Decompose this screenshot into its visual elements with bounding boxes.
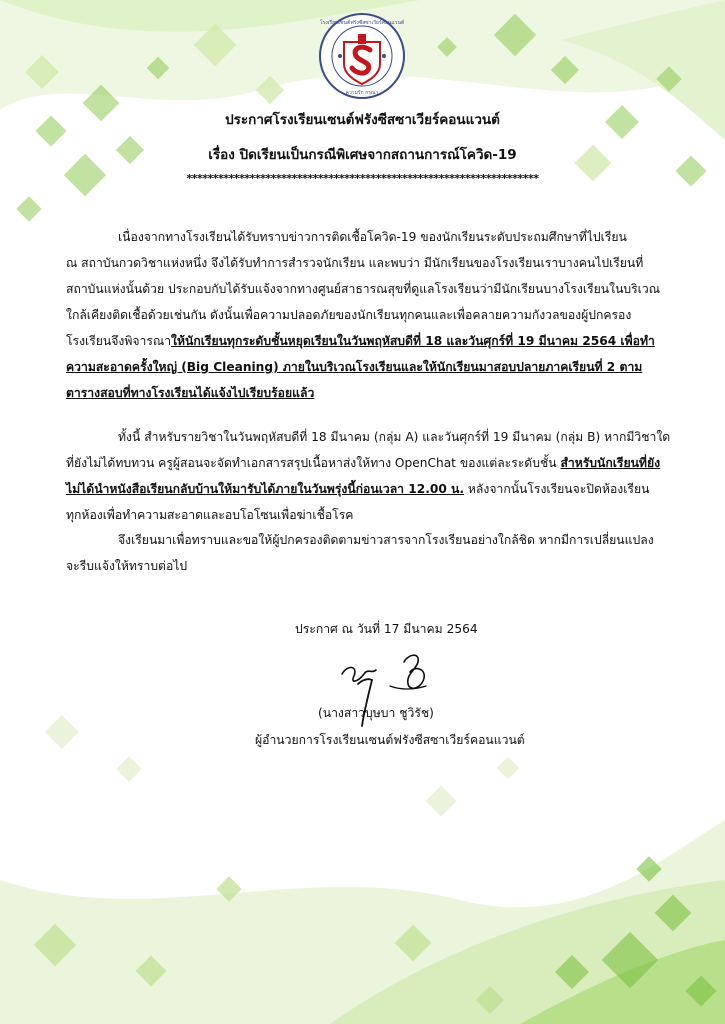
school-logo xyxy=(318,12,406,100)
document-title: ประกาศโรงเรียนเซนต์ฟรังซีสซาเวียร์คอนแวนต์ xyxy=(225,112,500,128)
signer-position: ผู้อำนวยการโรงเรียนเซนต์ฟรังซีสซาเวียร์คอนแวนต์ xyxy=(255,733,525,747)
paragraph-line: จึงเรียนมาเพื่อทราบและขอให้ผู้ปกครองติดตามข่าวสารจากโรงเรียนอย่างใกล้ชิด หากมีการเปลี่ยนแปลง xyxy=(118,533,654,547)
paragraph-line xyxy=(66,476,659,502)
announcement-date: ประกาศ ณ วันที่ 17 มีนาคม 2564 xyxy=(295,622,478,636)
logo-top-text: โรงเรียนเซนต์ฟรังซีสซาเวียร์คอนแวนต์ xyxy=(319,20,405,26)
separator-line: ******************************************************************* xyxy=(186,172,539,185)
paragraph-text: โรงเรียนจึงพิจารณา xyxy=(66,334,172,348)
emphasis-line: ตารางสอบที่ทางโรงเรียนได้แจ้งไปเรียบร้อยแล้ว xyxy=(66,386,315,400)
emphasis-line: ความสะอาดครั้งใหญ่ (Big Cleaning) ภายในบริเวณโรงเรียนและให้นักเรียนมาสอบปลายภาคเรียนที่ 2 ตาม xyxy=(66,360,643,374)
paragraph-line: สถาบันแห่งนั้นด้วย ประกอบกับได้รับแจ้งจากทางศูนย์สาธารณสุขที่ดูแลโรงเรียนว่ามีนักเรียนบางโรงเรียนในบริเวณ xyxy=(66,282,660,296)
emphasis-text: ให้นักเรียนทุกระดับชั้นหยุดเรียนในวันพฤหัสบดีที่ 18 และวันศุกร์ที่ 19 มีนาคม 2564 เพื่อทำ xyxy=(171,334,655,348)
paragraph-line: ทุกห้องเพื่อทำความสะอาดและอบโอโซนเพื่อฆ่าเชื้อโรค xyxy=(66,508,354,522)
paragraph-line: ณ สถาบันกวดวิชาแห่งหนึ่ง จึงได้รับทำการสำรวจนักเรียน และพบว่า มีนักเรียนของโรงเรียนเราบางคนไปเรียนที่ xyxy=(66,256,644,270)
signer-name: (นางสาวบุษบา ชูวิรัช) xyxy=(318,706,434,720)
paragraph-line xyxy=(66,450,659,476)
paragraph-line: จะรีบแจ้งให้ทราบต่อไป xyxy=(66,559,188,573)
paragraph-announcement xyxy=(66,224,659,406)
emphasis-text: ไม่ได้นำหนังสือเรียนกลับบ้านให้มารับได้ภายในวันพรุ่งนี้ก่อนเวลา 12.00 น. xyxy=(66,482,465,496)
document-subject: เรื่อง ปิดเรียนเป็นกรณีพิเศษจากสถานการณ์โควิด-19 xyxy=(208,147,517,163)
paragraph-line: เนื่องจากทางโรงเรียนได้รับทราบข่าวการติดเชื้อโควิด-19 ของนักเรียนระดับประถมศึกษาที่ไปเรียน xyxy=(118,230,627,244)
paragraph-text: หลังจากนั้นโรงเรียนจะปิดห้องเรียน xyxy=(464,482,650,496)
paragraph-details xyxy=(66,424,671,528)
paragraph-closing xyxy=(66,527,659,579)
paragraph-line: ใกล้เคียงติดเชื้อด้วยเช่นกัน ดังนั้นเพื่อความปลอดภัยของนักเรียนทุกคนและเพื่อคลายความกังวลของผู้ปกครอง xyxy=(66,308,632,322)
paragraph-line xyxy=(66,328,659,354)
paragraph-line: ทั้งนี้ สำหรับรายวิชาในวันพฤหัสบดีที่ 18 มีนาคม (กลุ่ม A) และวันศุกร์ที่ 19 มีนาคม (กลุ่ม B) หากมีวิชาใด xyxy=(118,430,671,444)
logo-bottom-text: ความรัก กรุณา xyxy=(345,90,379,96)
paragraph-text: ที่ยังไม่ได้ทบทวน ครูผู้สอนจะจัดทำเอกสารสรุปเนื้อหาส่งให้ทาง OpenChat ของแต่ละระดับชั้น xyxy=(66,456,561,470)
emphasis-text: สำหรับนักเรียนที่ยัง xyxy=(560,456,661,470)
